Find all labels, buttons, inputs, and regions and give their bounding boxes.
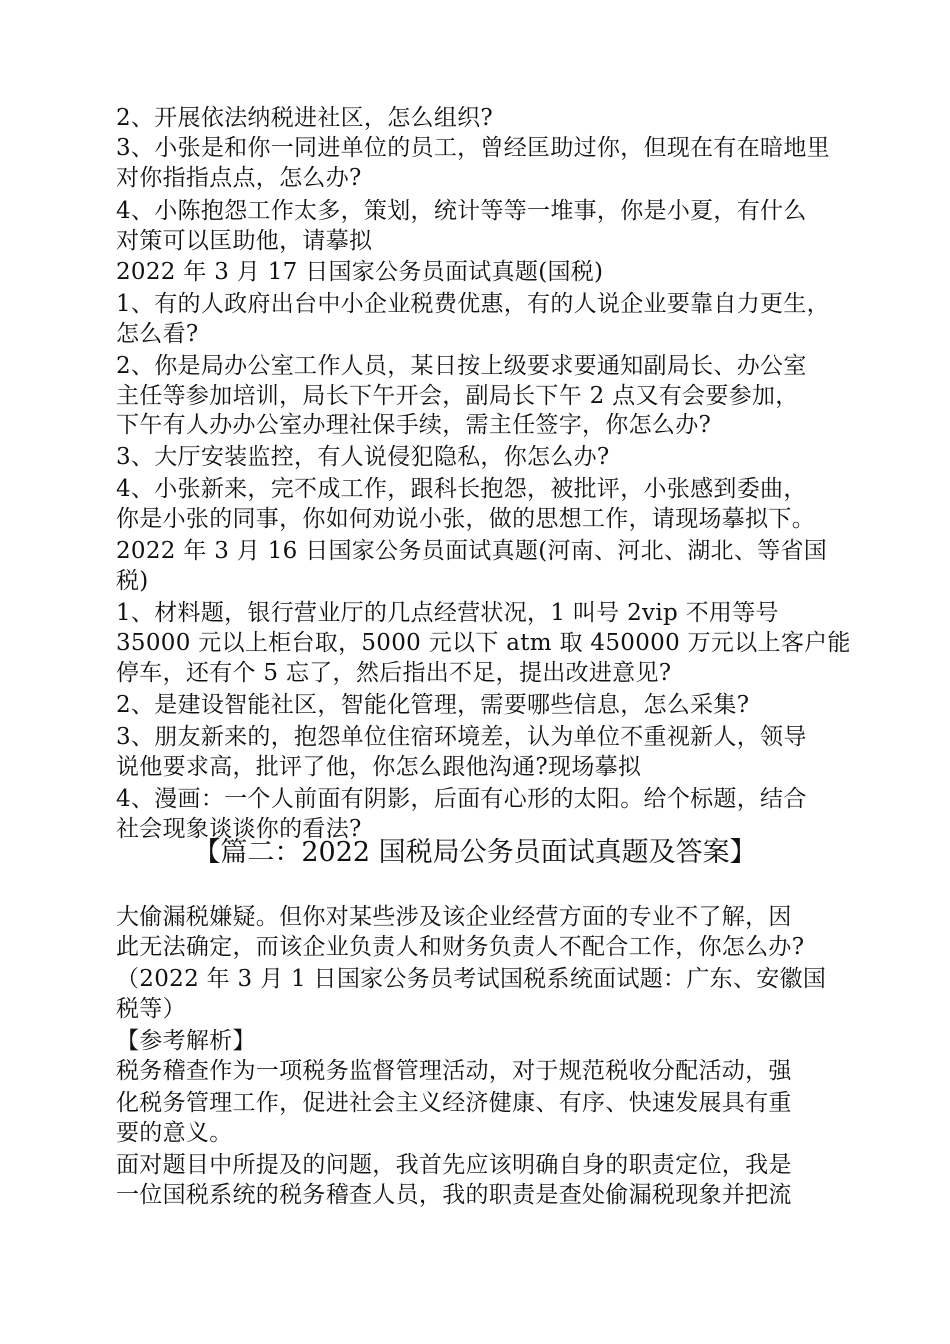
text-line: 税务稽查作为一项税务监督管理活动，对于规范税收分配活动，强 bbox=[116, 1058, 792, 1084]
text-line: 怎么看? bbox=[116, 321, 199, 347]
text-line: （2022 年 3 月 1 日国家公务员考试国税系统面试题：广东、安徽国 bbox=[116, 966, 827, 992]
text-line: 4、小陈抱怨工作太多，策划，统计等等一堆事，你是小夏，有什么 bbox=[116, 198, 807, 224]
text-line: 2、你是局办公室工作人员，某日按上级要求要通知副局长、办公室 bbox=[116, 353, 807, 379]
text-line: 2022 年 3 月 16 日国家公务员面试真题(河南、河北、湖北、等省国 bbox=[116, 538, 828, 564]
text-line: 税) bbox=[116, 568, 149, 594]
text-line: 1、有的人政府出台中小企业税费优惠，有的人说企业要靠自力更生， bbox=[116, 291, 830, 317]
text-line: 【参考解析】 bbox=[116, 1028, 256, 1054]
text-line: 2022 年 3 月 17 日国家公务员面试真题(国税) bbox=[116, 259, 604, 285]
text-line: 停车，还有个 5 忘了，然后指出不足，提出改进意见? bbox=[116, 660, 672, 686]
text-line: 要的意义。 bbox=[116, 1120, 233, 1146]
text-line: 社会现象谈谈你的看法? bbox=[116, 816, 362, 842]
text-line: 2、是建设智能社区，智能化管理，需要哪些信息，怎么采集? bbox=[116, 692, 750, 718]
text-line: 主任等参加培训，局长下午开会，副局长下午 2 点又有会要参加， bbox=[116, 383, 799, 409]
text-line: 35000 元以上柜台取，5000 元以下 atm 取 450000 万元以上客户能 bbox=[116, 630, 851, 656]
text-line: 下午有人办办公室办理社保手续，需主任签字，你怎么办? bbox=[116, 412, 712, 438]
text-line: 税等） bbox=[116, 996, 186, 1022]
text-line: 一位国税系统的税务稽查人员，我的职责是查处偷漏税现象并把流 bbox=[116, 1182, 792, 1208]
text-line: 对策可以匡助他，请摹拟 bbox=[116, 228, 373, 254]
text-line: 3、小张是和你一同进单位的员工，曾经匡助过你，但现在有在暗地里 bbox=[116, 135, 830, 161]
text-line: 面对题目中所提及的问题，我首先应该明确自身的职责定位，我是 bbox=[116, 1152, 792, 1178]
text-line: 1、材料题，银行营业厅的几点经营状况，1 叫号 2vip 不用等号 bbox=[116, 600, 779, 626]
text-line: 你是小张的同事，你如何劝说小张，做的思想工作，请现场摹拟下。 bbox=[116, 506, 815, 532]
text-line: 此无法确定，而该企业负责人和财务负责人不配合工作，你怎么办? bbox=[116, 934, 805, 960]
text-line: 说他要求高，批评了他，你怎么跟他沟通?现场摹拟 bbox=[116, 754, 642, 780]
text-line: 对你指指点点，怎么办? bbox=[116, 165, 362, 191]
text-line: 2、开展依法纳税进社区，怎么组织? bbox=[116, 105, 494, 131]
text-line: 化税务管理工作，促进社会主义经济健康、有序、快速发展具有重 bbox=[116, 1090, 792, 1116]
text-line: 3、大厅安装监控，有人说侵犯隐私，你怎么办? bbox=[116, 444, 610, 470]
section-heading: 【篇二：2022 国税局公务员面试真题及答案】 bbox=[193, 837, 757, 868]
text-line: 3、朋友新来的，抱怨单位住宿环境差，认为单位不重视新人，领导 bbox=[116, 724, 807, 750]
text-line: 大偷漏税嫌疑。但你对某些涉及该企业经营方面的专业不了解，因 bbox=[116, 904, 792, 930]
text-line: 4、漫画：一个人前面有阴影，后面有心形的太阳。给个标题，结合 bbox=[116, 786, 807, 812]
text-line: 4、小张新来，完不成工作，跟科长抱怨，被批评，小张感到委曲， bbox=[116, 476, 807, 502]
